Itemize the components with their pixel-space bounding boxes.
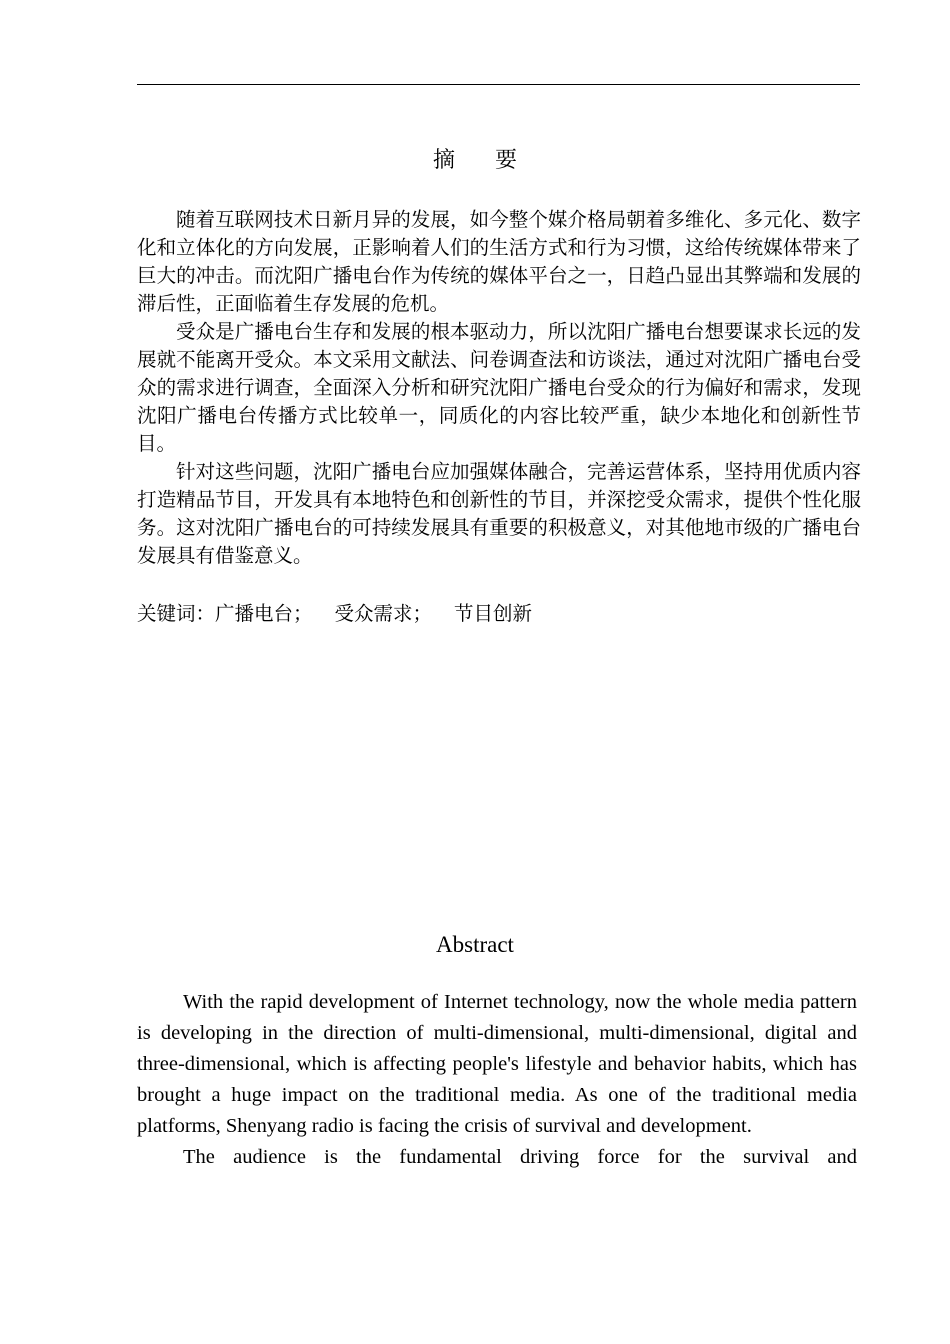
english-paragraph-2: The audience is the fundamental driving force for the survival and <box>183 1146 857 1168</box>
chinese-abstract-body <box>137 206 861 570</box>
english-abstract-title: Abstract <box>436 932 514 957</box>
chinese-paragraph-2: 受众是广播电台生存和发展的根本驱动力，所以沈阳广播电台想要谋求长远的发展就不能离开受众。本文采用文献法、问卷调查法和访谈法，通过对沈阳广播电台受众的需求进行调查，全面深入分析和研究沈阳广播电台受众的行为偏好和需求，发现沈阳广播电台传播方式比较单一，同质化的内容比较严重，缺少本地化和创新性节目。 <box>137 320 861 455</box>
keyword-1: 广播电台； <box>215 602 313 625</box>
header-rule <box>137 84 860 85</box>
english-paragraph-1: With the rapid development of Internet technology, now the whole media pattern is developing in the direction of multi-dimensional, multi-dimensional, digital and three-dimensional, which is affecting people's lifestyle and behavior habits, which has brought a huge impact on the traditional media. As one of the traditional media platforms, Shenyang radio is facing the crisis of survival and development. <box>137 991 857 1137</box>
chinese-paragraph-3: 针对这些问题，沈阳广播电台应加强媒体融合，完善运营体系，坚持用优质内容打造精品节目，开发具有本地特色和创新性的节目，并深挖受众需求，提供个性化服务。这对沈阳广播电台的可持续发展具有重要的积极意义，对其他地市级的广播电台发展具有借鉴意义。 <box>137 460 861 567</box>
keyword-3: 节目创新 <box>454 602 533 625</box>
chinese-paragraph-1: 随着互联网技术日新月异的发展，如今整个媒介格局朝着多维化、多元化、数字化和立体化的方向发展，正影响着人们的生活方式和行为习惯，这给传统媒体带来了巨大的冲击。而沈阳广播电台作为传统的媒体平台之一，日趋凸显出其弊端和发展的滞后性，正面临着生存发展的危机。 <box>137 208 861 315</box>
keywords-line <box>137 598 554 626</box>
keyword-2: 受众需求； <box>334 602 433 625</box>
chinese-abstract-title: 摘要 <box>432 148 557 173</box>
english-abstract-body <box>137 987 857 1173</box>
keywords-label: 关键词： <box>137 602 216 625</box>
